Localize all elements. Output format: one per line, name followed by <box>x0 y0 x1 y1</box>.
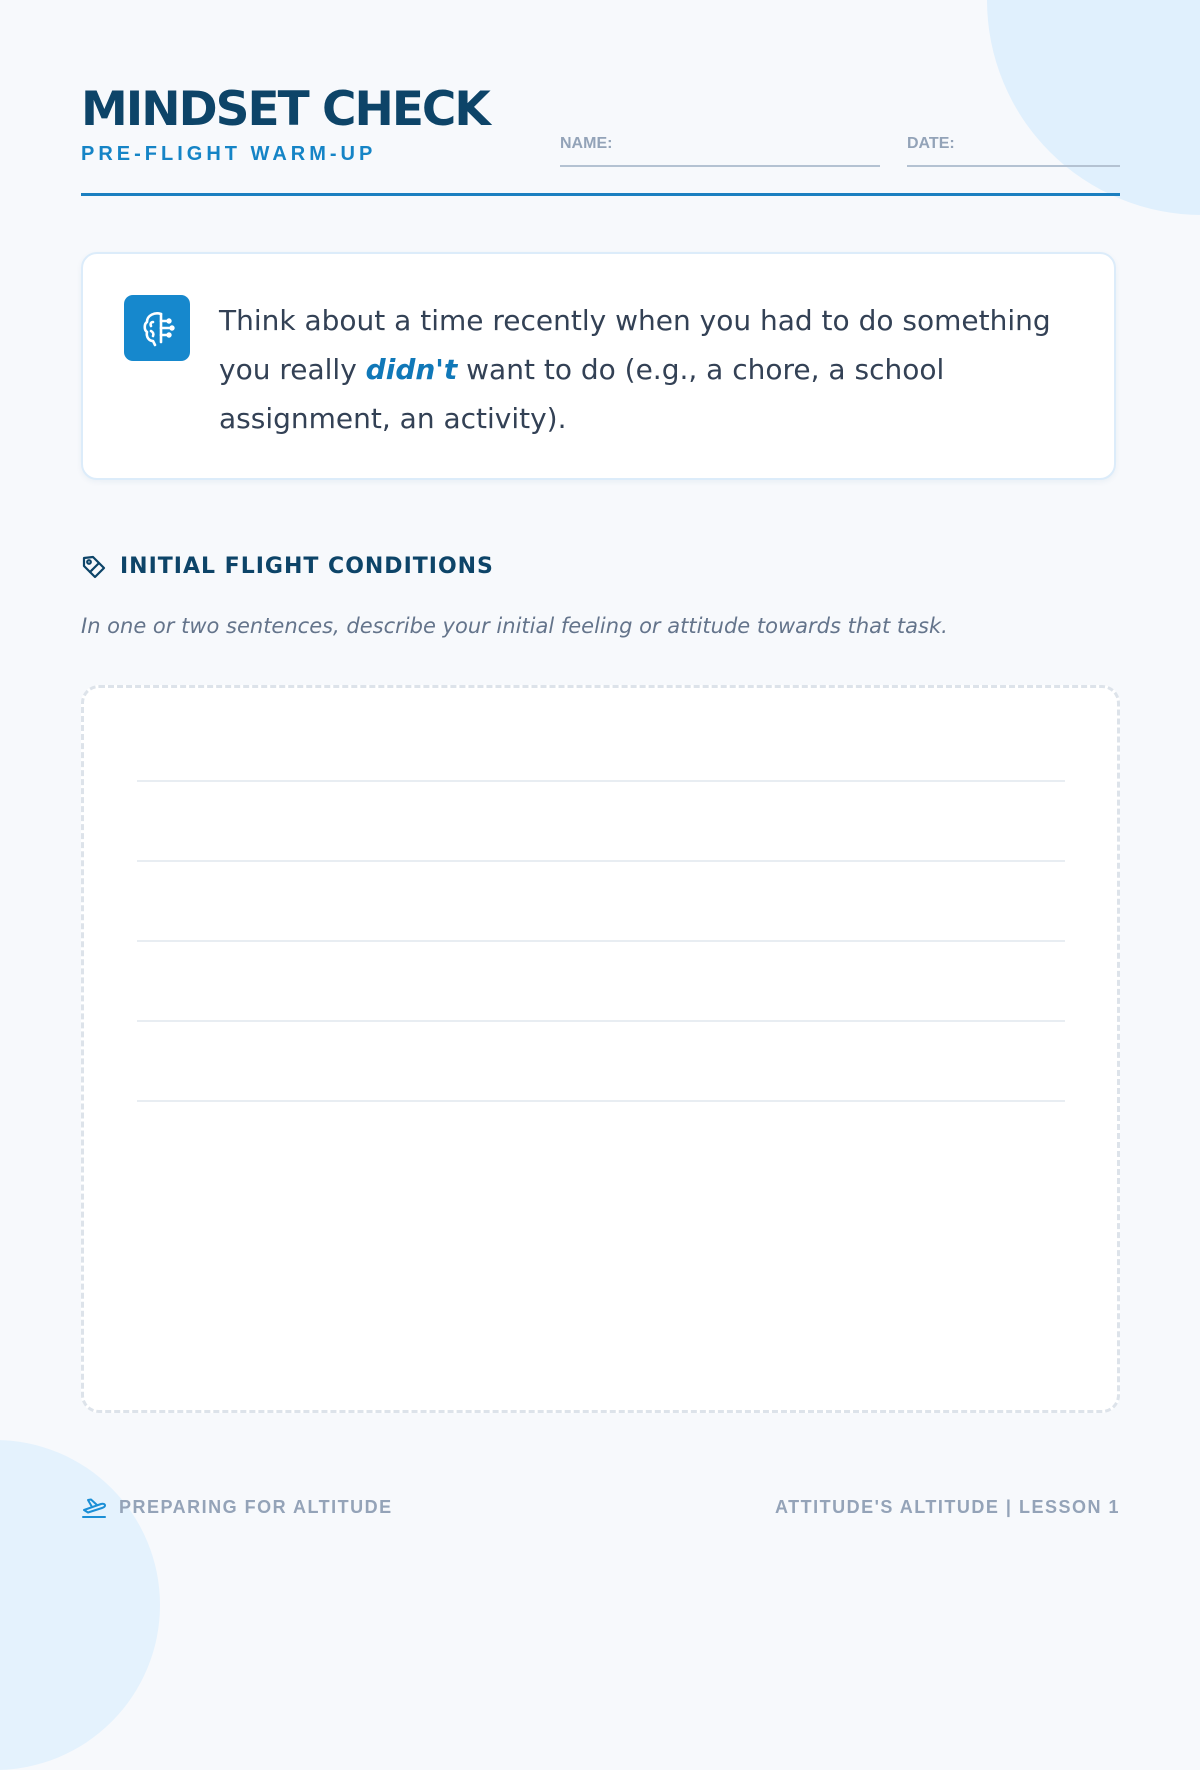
date-field[interactable] <box>907 134 1120 167</box>
section-header <box>81 553 494 581</box>
writing-line <box>137 780 1065 782</box>
prompt-card <box>81 252 1116 480</box>
section-title: INITIAL FLIGHT CONDITIONS <box>120 554 494 579</box>
footer-left-text: PREPARING FOR ALTITUDE <box>119 1497 393 1517</box>
writing-line <box>137 1100 1065 1102</box>
section-instruction: In one or two sentences, describe your initial feeling or attitude towards that task. <box>81 614 948 638</box>
plane-departure-icon <box>81 1495 107 1519</box>
writing-line <box>137 940 1065 942</box>
footer-right-text: ATTITUDE'S ALTITUDE | LESSON 1 <box>775 1497 1120 1517</box>
page-title: MINDSET CHECK <box>81 82 489 137</box>
edit-tag-icon <box>81 554 107 580</box>
writing-line <box>137 860 1065 862</box>
prompt-emphasis: didn't <box>365 353 458 386</box>
date-label: DATE: <box>907 135 955 152</box>
page-subtitle: PRE-FLIGHT WARM-UP <box>81 143 377 165</box>
name-field[interactable] <box>560 134 880 167</box>
footer-left <box>81 1495 393 1519</box>
prompt-text <box>219 296 1079 443</box>
brain-icon <box>124 295 190 361</box>
header-divider <box>81 193 1120 196</box>
prompt-text-after: want to do (e.g., a chore, a school assignment, an activity). <box>219 353 945 435</box>
answer-box[interactable] <box>81 685 1120 1413</box>
name-label: NAME: <box>560 135 613 152</box>
prompt-text-before: Think about a time recently when you had to do something you really <box>219 304 1051 386</box>
writing-line <box>137 1020 1065 1022</box>
